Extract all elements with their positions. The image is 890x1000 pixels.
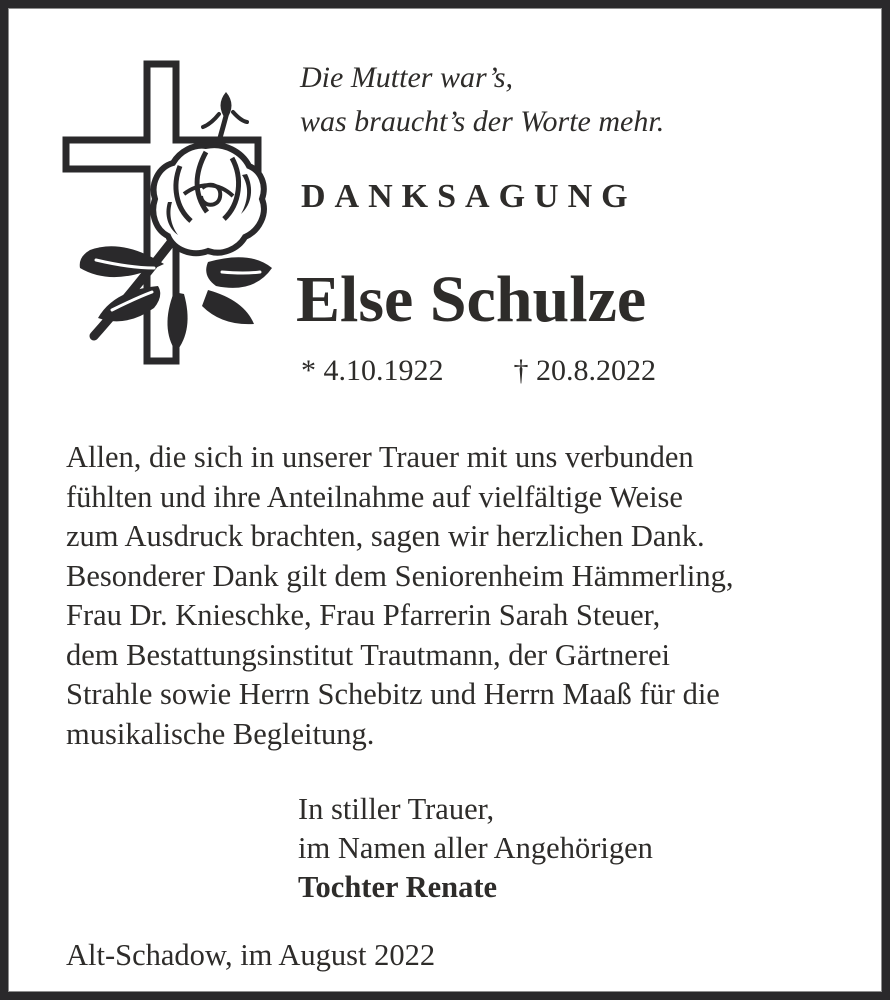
thank-you-paragraph [66, 438, 733, 754]
body-line: Strahle sowie Herrn Schebitz und Herrn Maaß für die [66, 677, 720, 711]
body-line: musikalische Begleitung. [66, 716, 375, 751]
mourner-signature: Tochter Renate [298, 870, 498, 904]
life-dates [301, 354, 656, 388]
body-line: fühlten und ihre Anteilnahme auf vielfältige Weise [66, 479, 683, 514]
cross-with-rose-icon [56, 52, 276, 372]
deceased-name: Else Schulze [296, 263, 647, 336]
body-line: Besonderer Dank gilt dem Seniorenheim Hämmerling, [66, 558, 734, 593]
epigraph-line: Die Mutter war’s, [300, 61, 514, 94]
body-line: Allen, die sich in unserer Trauer mit uns verbunden [66, 440, 694, 474]
notice-heading: DANKSAGUNG [301, 178, 637, 215]
body-line: zum Ausdruck brachten, sagen wir herzlichen Dank. [66, 519, 705, 553]
place-dateline: Alt-Schadow, im August 2022 [66, 938, 436, 972]
closing-block [298, 790, 653, 907]
birth-date: * 4.10.1922 [301, 354, 444, 387]
body-line: dem Bestattungsinstitut Trautmann, der Gärtnerei [66, 637, 670, 672]
body-line: Frau Dr. Knieschke, Frau Pfarrerin Sarah Steuer, [66, 598, 661, 632]
death-date: † 20.8.2022 [513, 354, 656, 387]
closing-line: im Namen aller Angehörigen [298, 831, 653, 865]
closing-line: In stiller Trauer, [298, 792, 495, 826]
epigraph-line: was braucht’s der Worte mehr. [300, 105, 665, 138]
epigraph [300, 56, 664, 144]
